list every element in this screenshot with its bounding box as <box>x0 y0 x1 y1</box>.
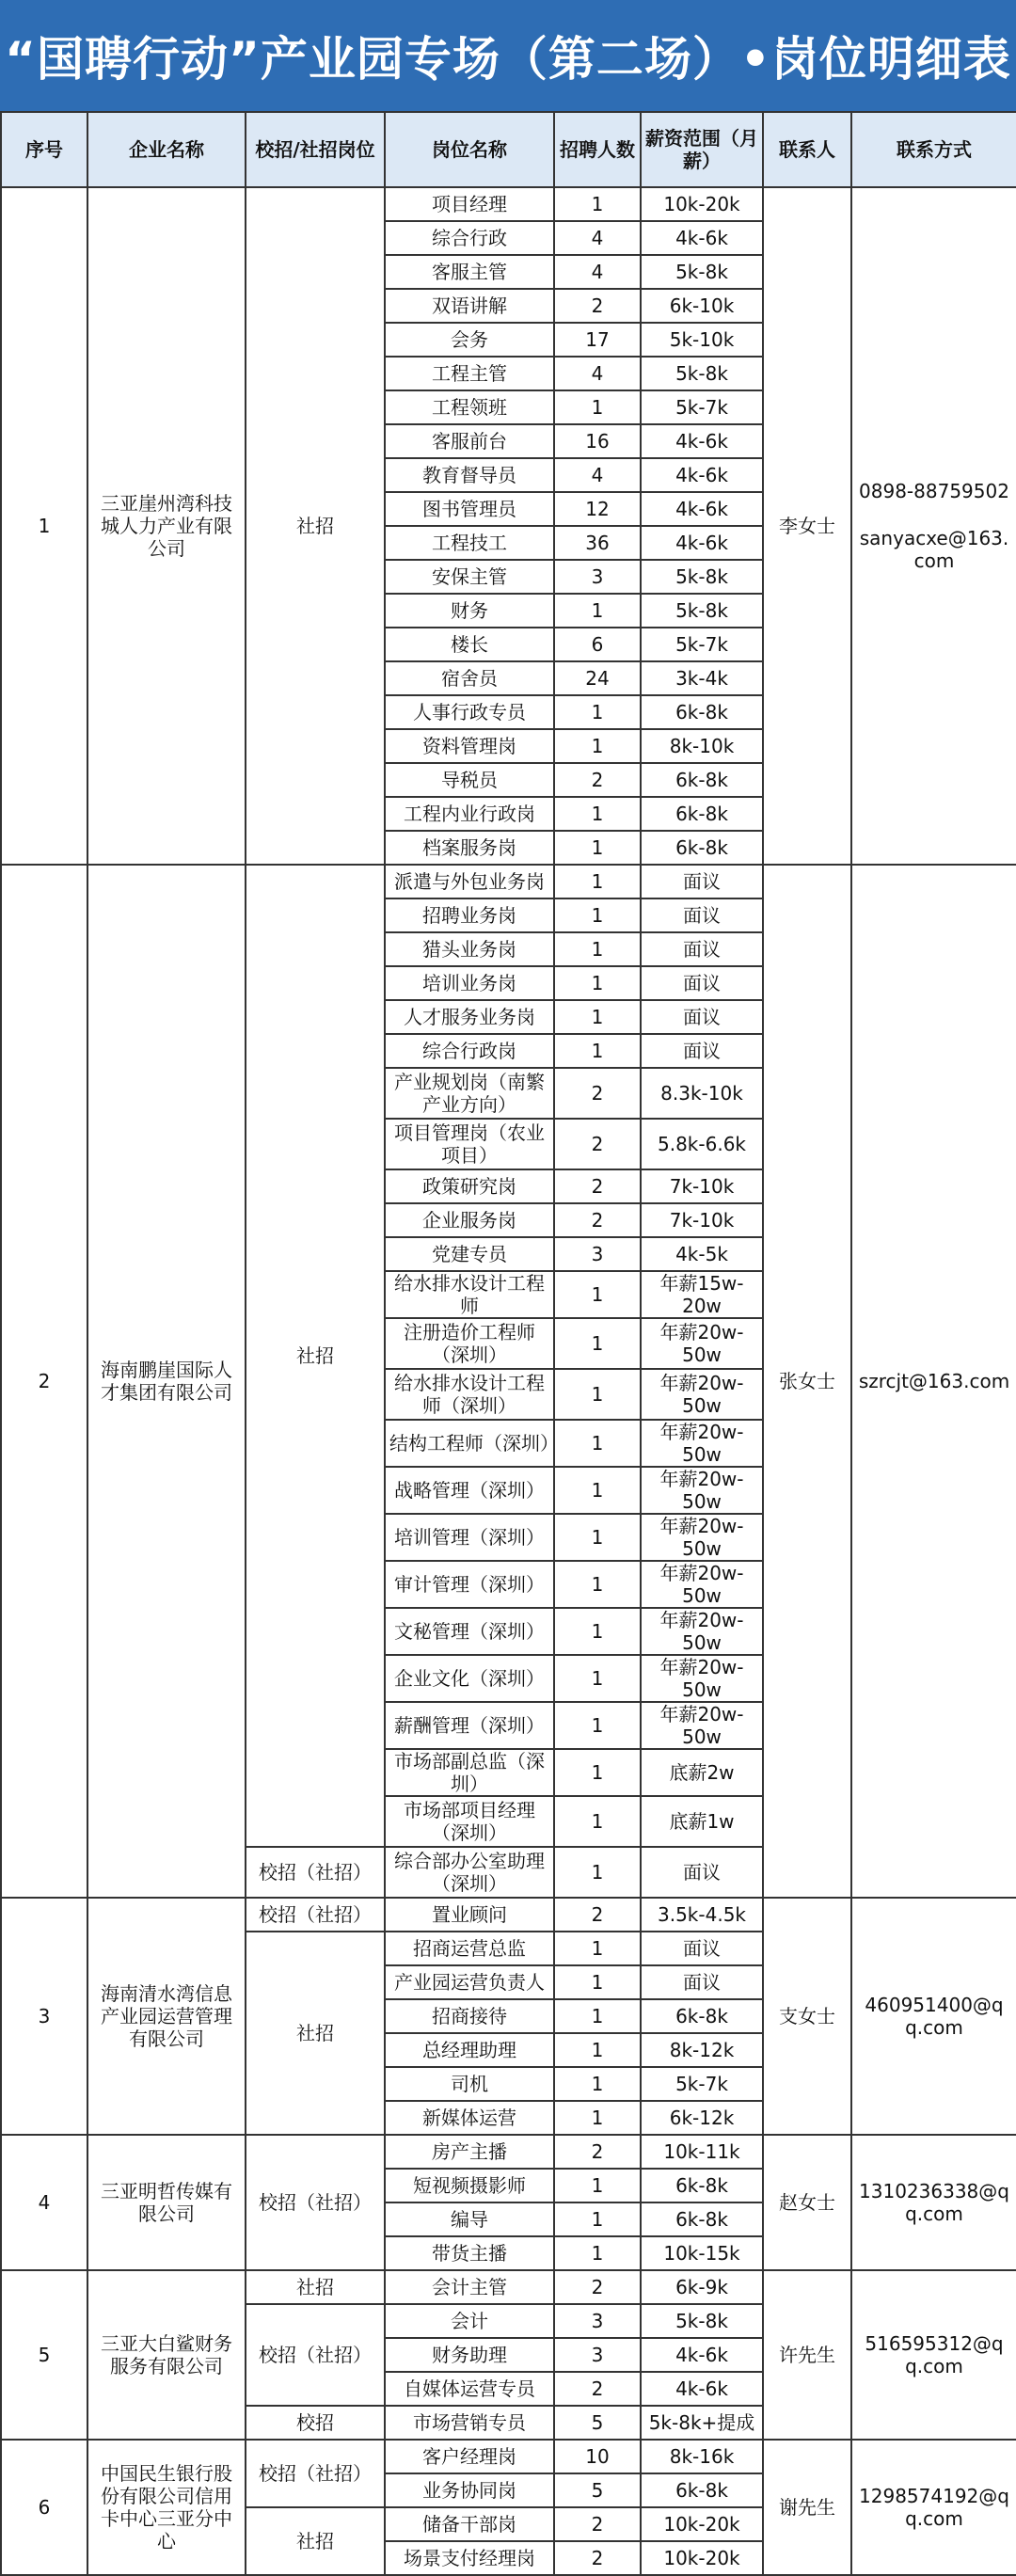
table-row <box>1 2135 1016 2169</box>
job-title: 宿舍员 <box>385 661 554 695</box>
job-headcount: 2 <box>554 1203 641 1237</box>
contact-email: sanyacxe@163.com <box>859 527 1009 572</box>
job-headcount: 4 <box>554 221 641 255</box>
job-headcount: 5 <box>554 2473 641 2507</box>
job-title: 司机 <box>385 2067 554 2101</box>
job-headcount: 1 <box>554 2236 641 2270</box>
contact-person: 张女士 <box>763 865 851 1898</box>
job-table-body <box>1 187 1016 2575</box>
recruit-type: 社招 <box>246 2507 385 2575</box>
job-salary: 8k-12k <box>641 2033 763 2067</box>
job-title: 总经理助理 <box>385 2033 554 2067</box>
job-headcount: 1 <box>554 1749 641 1796</box>
job-headcount: 2 <box>554 1169 641 1203</box>
recruit-type: 社招 <box>246 187 385 865</box>
contact-info <box>851 187 1016 865</box>
job-salary: 年薪20w-50w <box>641 1514 763 1561</box>
job-salary: 4k-6k <box>641 458 763 492</box>
job-salary: 5k-7k <box>641 390 763 424</box>
job-headcount: 1 <box>554 1467 641 1514</box>
contact-email: 1298574192@qq.com <box>859 2485 1009 2530</box>
job-salary: 6k-12k <box>641 2101 763 2135</box>
job-salary: 4k-6k <box>641 526 763 560</box>
job-title: 财务 <box>385 594 554 628</box>
recruit-type: 校招（社招） <box>246 1847 385 1898</box>
job-headcount: 2 <box>554 2372 641 2406</box>
job-salary: 4k-6k <box>641 221 763 255</box>
job-headcount: 1 <box>554 797 641 831</box>
company-index: 6 <box>1 2440 87 2575</box>
header-salary: 薪资范围（月薪） <box>641 112 763 187</box>
job-salary: 3k-4k <box>641 661 763 695</box>
job-salary: 5k-7k <box>641 628 763 661</box>
job-headcount: 10 <box>554 2440 641 2473</box>
job-title: 政策研究岗 <box>385 1169 554 1203</box>
job-headcount: 1 <box>554 1561 641 1608</box>
job-salary: 6k-8k <box>641 831 763 865</box>
contact-email: 460951400@qq.com <box>865 1994 1004 2039</box>
recruit-type: 社招 <box>246 1932 385 2135</box>
job-salary: 10k-11k <box>641 2135 763 2169</box>
job-salary: 年薪20w-50w <box>641 1369 763 1420</box>
header-contact-info: 联系方式 <box>851 112 1016 187</box>
job-headcount: 2 <box>554 1898 641 1932</box>
job-headcount: 1 <box>554 1369 641 1420</box>
job-title: 派遣与外包业务岗 <box>385 865 554 898</box>
job-headcount: 1 <box>554 695 641 729</box>
contact-person: 赵女士 <box>763 2135 851 2270</box>
header-company: 企业名称 <box>87 112 246 187</box>
job-title: 项目经理 <box>385 187 554 221</box>
job-title: 薪酬管理（深圳） <box>385 1702 554 1749</box>
job-title: 市场部项目经理（深圳） <box>385 1796 554 1847</box>
job-salary: 10k-20k <box>641 2541 763 2575</box>
job-salary: 4k-6k <box>641 424 763 458</box>
job-title: 培训管理（深圳） <box>385 1514 554 1561</box>
contact-info <box>851 2270 1016 2440</box>
job-headcount: 1 <box>554 187 641 221</box>
job-headcount: 1 <box>554 2202 641 2236</box>
job-salary: 年薪20w-50w <box>641 1420 763 1467</box>
job-title: 产业规划岗（南繁产业方向） <box>385 1068 554 1119</box>
job-headcount: 1 <box>554 1608 641 1655</box>
job-title: 文秘管理（深圳） <box>385 1608 554 1655</box>
job-headcount: 1 <box>554 932 641 966</box>
job-headcount: 1 <box>554 390 641 424</box>
job-title: 短视频摄影师 <box>385 2169 554 2202</box>
recruit-type: 校招（社招） <box>246 1898 385 1932</box>
table-row <box>1 1898 1016 1932</box>
job-headcount: 24 <box>554 661 641 695</box>
job-headcount: 1 <box>554 831 641 865</box>
contact-person: 许先生 <box>763 2270 851 2440</box>
job-headcount: 2 <box>554 2135 641 2169</box>
job-headcount: 1 <box>554 2101 641 2135</box>
company-name: 三亚大白鲨财务服务有限公司 <box>87 2270 246 2440</box>
job-title: 结构工程师（深圳） <box>385 1420 554 1467</box>
job-headcount: 3 <box>554 2304 641 2338</box>
job-title: 楼长 <box>385 628 554 661</box>
header-row <box>1 112 1016 187</box>
page-title: “国聘行动”产业园专场（第二场）•岗位明细表 <box>5 32 1011 87</box>
job-title: 招聘业务岗 <box>385 898 554 932</box>
job-title: 客服前台 <box>385 424 554 458</box>
contact-info <box>851 2135 1016 2270</box>
job-salary: 6k-8k <box>641 2169 763 2202</box>
job-title: 市场营销专员 <box>385 2406 554 2440</box>
job-headcount: 1 <box>554 1965 641 1999</box>
job-title: 企业文化（深圳） <box>385 1655 554 1702</box>
job-salary: 5k-8k <box>641 2304 763 2338</box>
job-title: 综合行政 <box>385 221 554 255</box>
job-title: 综合部办公室助理（深圳） <box>385 1847 554 1898</box>
contact-info <box>851 2440 1016 2575</box>
job-salary: 年薪20w-50w <box>641 1702 763 1749</box>
job-headcount: 1 <box>554 2067 641 2101</box>
job-headcount: 2 <box>554 2270 641 2304</box>
company-index: 1 <box>1 187 87 865</box>
job-salary: 面议 <box>641 932 763 966</box>
job-salary: 5k-10k <box>641 323 763 357</box>
job-salary: 面议 <box>641 1965 763 1999</box>
job-headcount: 1 <box>554 1999 641 2033</box>
job-salary: 5k-8k <box>641 594 763 628</box>
job-title: 场景支付经理岗 <box>385 2541 554 2575</box>
job-title: 储备干部岗 <box>385 2507 554 2541</box>
job-title: 市场部副总监（深圳） <box>385 1749 554 1796</box>
job-headcount: 1 <box>554 1420 641 1467</box>
job-title: 给水排水设计工程师 <box>385 1271 554 1318</box>
job-salary: 面议 <box>641 966 763 1000</box>
job-salary: 5.8k-6.6k <box>641 1119 763 1169</box>
job-title: 客户经理岗 <box>385 2440 554 2473</box>
title-banner <box>0 0 1016 111</box>
recruit-type: 校招（社招） <box>246 2135 385 2270</box>
job-salary: 10k-20k <box>641 2507 763 2541</box>
job-headcount: 1 <box>554 2033 641 2067</box>
job-title: 安保主管 <box>385 560 554 594</box>
recruit-type: 校招（社招） <box>246 2440 385 2507</box>
job-headcount: 3 <box>554 560 641 594</box>
job-title: 综合行政岗 <box>385 1034 554 1068</box>
company-name: 三亚崖州湾科技城人力产业有限公司 <box>87 187 246 865</box>
job-salary: 年薪20w-50w <box>641 1608 763 1655</box>
job-salary: 5k-8k <box>641 357 763 390</box>
job-title: 注册造价工程师（深圳） <box>385 1318 554 1369</box>
job-headcount: 1 <box>554 865 641 898</box>
job-title: 企业服务岗 <box>385 1203 554 1237</box>
header-contact-person: 联系人 <box>763 112 851 187</box>
job-salary: 6k-10k <box>641 289 763 323</box>
recruit-type: 社招 <box>246 2270 385 2304</box>
job-title: 编导 <box>385 2202 554 2236</box>
job-headcount: 1 <box>554 1271 641 1318</box>
job-headcount: 2 <box>554 1068 641 1119</box>
job-title: 项目管理岗（农业项目） <box>385 1119 554 1169</box>
company-index: 5 <box>1 2270 87 2440</box>
job-headcount: 1 <box>554 898 641 932</box>
job-salary: 6k-8k <box>641 2202 763 2236</box>
job-headcount: 12 <box>554 492 641 526</box>
job-table <box>0 111 1016 2576</box>
job-headcount: 3 <box>554 1237 641 1271</box>
job-title: 党建专员 <box>385 1237 554 1271</box>
job-headcount: 2 <box>554 763 641 797</box>
job-salary: 6k-8k <box>641 797 763 831</box>
job-salary: 底薪1w <box>641 1796 763 1847</box>
recruit-type: 校招 <box>246 2406 385 2440</box>
job-salary: 5k-8k <box>641 560 763 594</box>
job-headcount: 1 <box>554 1514 641 1561</box>
table-row <box>1 2270 1016 2304</box>
table-row <box>1 2440 1016 2473</box>
contact-email: szrcjt@163.com <box>858 1370 1010 1392</box>
job-headcount: 1 <box>554 2169 641 2202</box>
job-title: 新媒体运营 <box>385 2101 554 2135</box>
job-title: 招商接待 <box>385 1999 554 2033</box>
job-salary: 年薪20w-50w <box>641 1318 763 1369</box>
contact-phone: 0898-88759502 <box>859 480 1009 502</box>
company-name: 海南清水湾信息产业园运营管理有限公司 <box>87 1898 246 2135</box>
job-headcount: 1 <box>554 1702 641 1749</box>
job-title: 导税员 <box>385 763 554 797</box>
job-headcount: 6 <box>554 628 641 661</box>
contact-person: 李女士 <box>763 187 851 865</box>
job-title: 档案服务岗 <box>385 831 554 865</box>
contact-email: 516595312@qq.com <box>865 2332 1004 2377</box>
job-title: 会务 <box>385 323 554 357</box>
job-salary: 面议 <box>641 1000 763 1034</box>
job-title: 资料管理岗 <box>385 729 554 763</box>
job-salary: 6k-8k <box>641 695 763 729</box>
job-salary: 5k-8k <box>641 255 763 289</box>
job-headcount: 3 <box>554 2338 641 2372</box>
job-headcount: 36 <box>554 526 641 560</box>
job-headcount: 1 <box>554 729 641 763</box>
contact-email: 1310236338@qq.com <box>859 2180 1009 2225</box>
job-title: 工程领班 <box>385 390 554 424</box>
job-title: 工程主管 <box>385 357 554 390</box>
job-headcount: 2 <box>554 289 641 323</box>
job-title: 自媒体运营专员 <box>385 2372 554 2406</box>
job-title: 图书管理员 <box>385 492 554 526</box>
job-title: 财务助理 <box>385 2338 554 2372</box>
job-headcount: 2 <box>554 2507 641 2541</box>
contact-person: 支女士 <box>763 1898 851 2135</box>
job-headcount: 1 <box>554 966 641 1000</box>
job-headcount: 2 <box>554 1119 641 1169</box>
job-salary: 4k-6k <box>641 492 763 526</box>
job-headcount: 16 <box>554 424 641 458</box>
job-title: 审计管理（深圳） <box>385 1561 554 1608</box>
job-headcount: 1 <box>554 1318 641 1369</box>
table-row <box>1 187 1016 221</box>
job-title: 带货主播 <box>385 2236 554 2270</box>
header-headcount: 招聘人数 <box>554 112 641 187</box>
job-salary: 4k-5k <box>641 1237 763 1271</box>
recruit-type: 校招（社招） <box>246 2304 385 2406</box>
job-salary: 6k-8k <box>641 763 763 797</box>
job-title: 双语讲解 <box>385 289 554 323</box>
job-salary: 6k-9k <box>641 2270 763 2304</box>
job-salary: 面议 <box>641 1932 763 1965</box>
recruit-type: 社招 <box>246 865 385 1847</box>
company-index: 4 <box>1 2135 87 2270</box>
job-salary: 4k-6k <box>641 2372 763 2406</box>
job-salary: 面议 <box>641 898 763 932</box>
job-title: 会计 <box>385 2304 554 2338</box>
job-salary: 6k-8k <box>641 2473 763 2507</box>
job-title: 给水排水设计工程师（深圳） <box>385 1369 554 1420</box>
company-index: 2 <box>1 865 87 1898</box>
job-title: 置业顾问 <box>385 1898 554 1932</box>
job-salary: 6k-8k <box>641 1999 763 2033</box>
job-title: 业务协同岗 <box>385 2473 554 2507</box>
job-title: 猎头业务岗 <box>385 932 554 966</box>
job-salary: 4k-6k <box>641 2338 763 2372</box>
job-salary: 年薪20w-50w <box>641 1655 763 1702</box>
job-title: 产业园运营负责人 <box>385 1965 554 1999</box>
company-index: 3 <box>1 1898 87 2135</box>
job-headcount: 1 <box>554 1000 641 1034</box>
job-headcount: 1 <box>554 594 641 628</box>
contact-person: 谢先生 <box>763 2440 851 2575</box>
job-title: 人才服务业务岗 <box>385 1000 554 1034</box>
job-headcount: 4 <box>554 357 641 390</box>
job-headcount: 1 <box>554 1932 641 1965</box>
job-title: 教育督导员 <box>385 458 554 492</box>
job-salary: 年薪20w-50w <box>641 1467 763 1514</box>
job-salary: 年薪15w-20w <box>641 1271 763 1318</box>
company-name: 海南鹏崖国际人才集团有限公司 <box>87 865 246 1898</box>
job-headcount: 4 <box>554 458 641 492</box>
company-name: 中国民生银行股份有限公司信用卡中心三亚分中心 <box>87 2440 246 2575</box>
company-name: 三亚明哲传媒有限公司 <box>87 2135 246 2270</box>
job-salary: 面议 <box>641 865 763 898</box>
job-title: 战略管理（深圳） <box>385 1467 554 1514</box>
job-headcount: 17 <box>554 323 641 357</box>
job-salary: 5k-8k+提成 <box>641 2406 763 2440</box>
job-salary: 8.3k-10k <box>641 1068 763 1119</box>
job-title: 客服主管 <box>385 255 554 289</box>
contact-info <box>851 1898 1016 2135</box>
job-headcount: 2 <box>554 2541 641 2575</box>
job-salary: 3.5k-4.5k <box>641 1898 763 1932</box>
job-headcount: 1 <box>554 1796 641 1847</box>
job-title: 工程技工 <box>385 526 554 560</box>
job-salary: 底薪2w <box>641 1749 763 1796</box>
job-salary: 8k-16k <box>641 2440 763 2473</box>
contact-info <box>851 865 1016 1898</box>
job-title: 工程内业行政岗 <box>385 797 554 831</box>
job-salary: 面议 <box>641 1034 763 1068</box>
job-salary: 面议 <box>641 1847 763 1898</box>
table-row <box>1 865 1016 898</box>
header-index: 序号 <box>1 112 87 187</box>
job-salary: 5k-7k <box>641 2067 763 2101</box>
job-salary: 8k-10k <box>641 729 763 763</box>
header-recruit-type: 校招/社招岗位 <box>246 112 385 187</box>
job-headcount: 1 <box>554 1034 641 1068</box>
job-salary: 10k-20k <box>641 187 763 221</box>
header-job-title: 岗位名称 <box>385 112 554 187</box>
job-headcount: 4 <box>554 255 641 289</box>
job-headcount: 1 <box>554 1847 641 1898</box>
job-title: 培训业务岗 <box>385 966 554 1000</box>
job-headcount: 1 <box>554 1655 641 1702</box>
job-salary: 年薪20w-50w <box>641 1561 763 1608</box>
job-salary: 7k-10k <box>641 1203 763 1237</box>
job-headcount: 5 <box>554 2406 641 2440</box>
job-title: 招商运营总监 <box>385 1932 554 1965</box>
job-title: 房产主播 <box>385 2135 554 2169</box>
job-title: 人事行政专员 <box>385 695 554 729</box>
job-title: 会计主管 <box>385 2270 554 2304</box>
job-salary: 10k-15k <box>641 2236 763 2270</box>
job-salary: 7k-10k <box>641 1169 763 1203</box>
